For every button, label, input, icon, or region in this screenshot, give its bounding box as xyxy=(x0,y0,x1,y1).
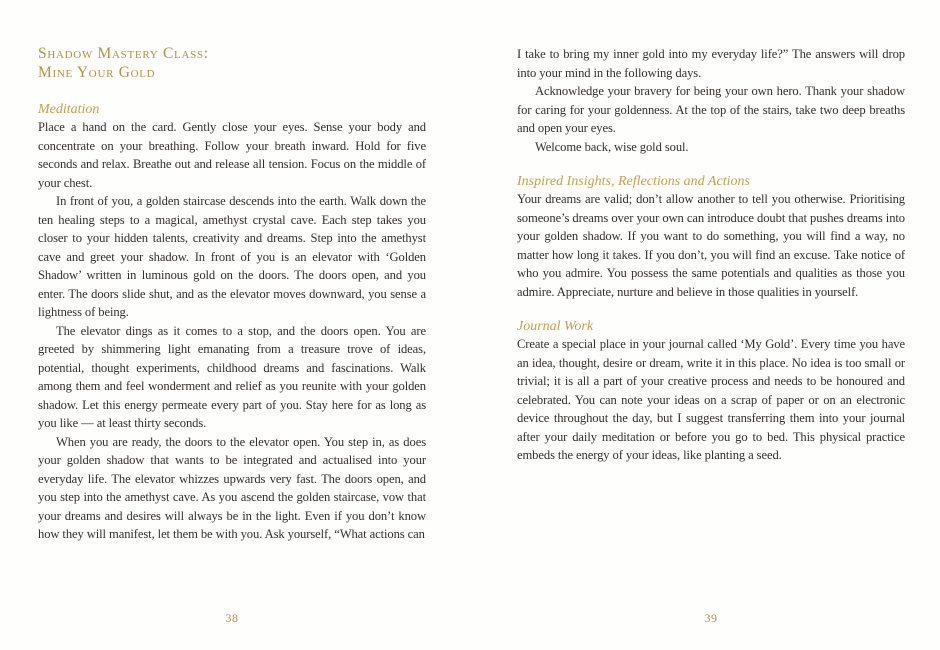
section-heading-insights: Inspired Insights, Reflections and Actions xyxy=(517,174,750,189)
meditation-continuation-paragraph-3: Welcome back, wise gold soul. xyxy=(535,139,689,154)
meditation-continuation-paragraph-2: Acknowledge your bravery for being your own hero. Thank your shadow for caring for your goldenness. At the top of the stairs, take two deep breaths and open your eyes. xyxy=(517,84,905,135)
page-right xyxy=(517,45,905,645)
meditation-paragraph-1: Place a hand on the card. Gently close your eyes. Sense your body and concentrate on your breathing. Follow your breath inward. Hold for five seconds and relax. Breathe out and release all tension. Focus on the middle of your chest. xyxy=(38,120,426,190)
chapter-title xyxy=(38,45,426,82)
journal-paragraph-1: Create a special place in your journal called ‘My Gold’. Every time you have an idea, thought, desire or dream, write it in this place. No idea is too small or trivial; it is all a part of your creative process and needs to be honoured and celebrated. You can note your ideas on a scrap of paper or on an electronic device throughout the day, but I suggest transferring them into your journal after your daily meditation or before you go to bed. This physical practice embeds the energy of your ideas, like planting a seed. xyxy=(517,337,905,462)
page-left xyxy=(38,45,426,645)
meditation-paragraph-4: When you are ready, the doors to the elevator open. You step in, as does your golden shadow that wants to be integrated and actualised into your everyday life. The elevator whizzes upwards very fast. The doors open, and you step into the amethyst cave. As you ascend the golden staircase, vow that your dreams and desires will always be in the light. Even if you don’t know how they will manifest, let them be with you. Ask yourself, “What actions can xyxy=(38,434,426,541)
section-heading-meditation: Meditation xyxy=(38,102,100,117)
section-heading-journal: Journal Work xyxy=(517,319,594,334)
chapter-title-line-1: Shadow Mastery Class: xyxy=(38,45,209,62)
meditation-paragraph-2: In front of you, a golden staircase descends into the earth. Walk down the ten healing steps to a magical, amethyst crystal cave. Each step takes you closer to your hidden talents, creativity and dreams. Step into the amethyst cave and greet your shadow. In front of you is an elevator with ‘Golden Shadow’ written in luminous gold on the doors. The doors open, and you enter. The doors slide shut, and as the elevator moves downward, you sense a lightness of being. xyxy=(38,194,426,319)
meditation-paragraph-3: The elevator dings as it comes to a stop, and the doors open. You are greeted by shimmering light emanating from a treasure trove of ideas, potential, thought experiments, childhood dreams and fascinations. Walk among them and feel wonderment and relief as you reunite with your golden shadow. Let this energy permeate every part of you. Stay here for as long as you like — at least thirty seconds. xyxy=(38,323,426,430)
page-number-right: 39 xyxy=(704,611,718,625)
meditation-continuation-paragraph-1: I take to bring my inner gold into my everyday life?” The answers will drop into your mind in the following days. xyxy=(517,47,905,80)
page-number-left: 38 xyxy=(225,611,239,625)
chapter-title-line-2: Mine Your Gold xyxy=(38,63,156,81)
insights-paragraph-1: Your dreams are valid; don’t allow another to tell you otherwise. Prioritising someone’s dreams over your own can introduce doubt that pushes dreams into your golden shadow. If you want to do something, you will find a way, no matter how long it takes. If you don’t, you will find an excuse. Take notice of who you admire. You possess the same potentials and qualities as those you admire. Appreciate, nurture and believe in those qualities in yourself. xyxy=(517,192,905,299)
